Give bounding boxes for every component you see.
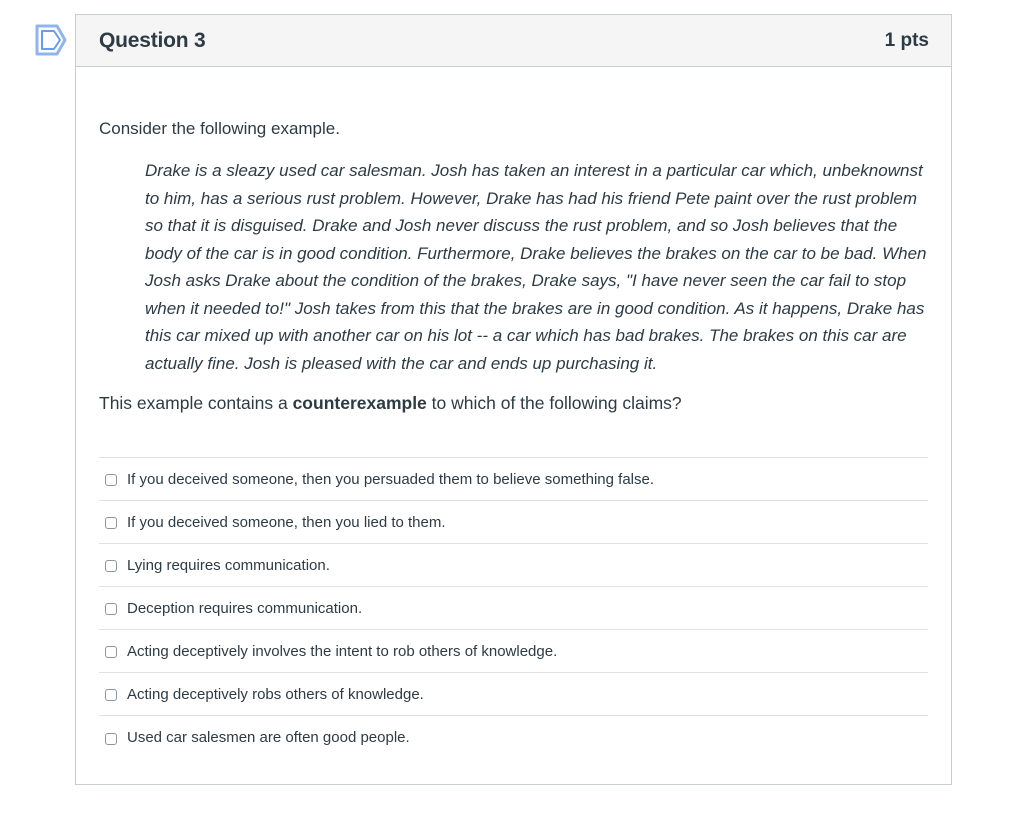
answer-option[interactable]: [99, 458, 928, 501]
answer-checkbox[interactable]: [105, 603, 117, 615]
flag-question-icon[interactable]: [35, 24, 67, 56]
answer-label: If you deceived someone, then you lied to them.: [127, 513, 446, 531]
question-card: [75, 14, 952, 785]
question-body: [76, 67, 951, 759]
question-header: [76, 15, 951, 67]
answer-label: Deception requires communication.: [127, 599, 363, 617]
question-points: 1 pts: [884, 29, 929, 51]
answer-list: [99, 457, 928, 759]
answer-checkbox[interactable]: [105, 517, 117, 529]
answer-option[interactable]: [99, 544, 928, 587]
answer-option[interactable]: [99, 673, 928, 716]
answer-option[interactable]: [99, 501, 928, 544]
answer-option[interactable]: [99, 587, 928, 630]
prompt-text-before: This example contains a: [99, 393, 293, 413]
answer-label: If you deceived someone, then you persuaded them to believe something false.: [127, 470, 654, 488]
answer-option[interactable]: [99, 716, 928, 759]
answer-option[interactable]: [99, 630, 928, 673]
answer-checkbox[interactable]: [105, 560, 117, 572]
answer-label: Acting deceptively involves the intent to rob others of knowledge.: [127, 642, 558, 660]
answer-checkbox[interactable]: [105, 474, 117, 486]
question-example: Drake is a sleazy used car salesman. Josh has taken an interest in a particular car which, unbeknownst to him, has a serious rust problem. However, Drake has had his friend Pete paint over the rust problem so that it is disguised. Drake and Josh never discuss the rust problem, and so Josh believes that the body of the car is in good condition. Furthermore, Drake believes the brakes on the car to be bad. When Josh asks Drake about the condition of the brakes, Drake says, "I have never seen the car fail to stop when it needed to!" Josh takes from this that the brakes are in good condition. As it happens, Drake has this car mixed up with another car on his lot -- a car which has bad brakes. The brakes on this car are actually fine. Josh is pleased with the car and ends up purchasing it.: [145, 161, 927, 373]
answer-checkbox[interactable]: [105, 733, 117, 745]
question-intro: Consider the following example.: [99, 119, 340, 138]
answer-label: Lying requires communication.: [127, 556, 330, 574]
prompt-text-after: to which of the following claims?: [426, 393, 682, 413]
answer-checkbox[interactable]: [105, 646, 117, 658]
question-title: Question 3: [99, 28, 206, 52]
answer-label: Acting deceptively robs others of knowledge.: [127, 685, 424, 703]
prompt-bold-term: counterexample: [292, 393, 427, 413]
answer-checkbox[interactable]: [105, 689, 117, 701]
answer-label: Used car salesmen are often good people.: [127, 729, 410, 746]
question-prompt: [99, 392, 928, 414]
